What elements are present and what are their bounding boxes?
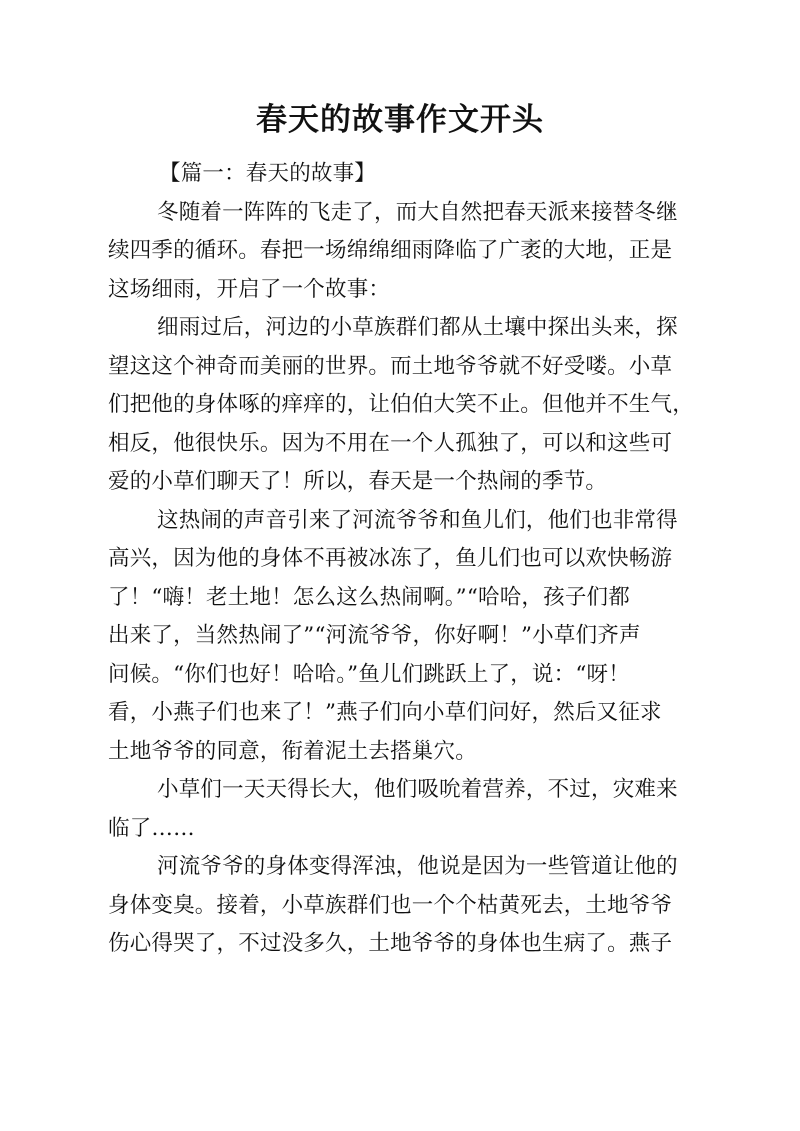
paragraph-line: 望这这个神奇而美丽的世界。而土地爷爷就不好受喽。小草 xyxy=(108,353,673,379)
section-heading: 【篇一：春天的故事】 xyxy=(159,161,377,186)
paragraph-line: 爱的小草们聊天了！所以，春天是一个热闹的季节。 xyxy=(108,469,608,494)
paragraph-line: 土地爷爷的同意，衔着泥土去搭巢穴。 xyxy=(108,738,477,764)
paragraph-line: 这热闹的声音引来了河流爷爷和鱼儿们，他们也非常得 xyxy=(157,507,678,533)
paragraph-line: 河流爷爷的身体变得浑浊，他说是因为一些管道让他的 xyxy=(157,854,678,879)
paragraph-line: 相反，他很快乐。因为不用在一个人孤独了，可以和这些可 xyxy=(108,430,673,456)
paragraph-line: 身体变臭。接着，小草族群们也一个个枯黄死去，土地爷爷 xyxy=(108,892,673,918)
paragraph-line: 细雨过后，河边的小草族群们都从土壤中探出头来，探 xyxy=(157,315,678,340)
paragraph-line: 续四季的循环。春把一场绵绵细雨降临了广袤的大地，正是 xyxy=(108,238,673,263)
paragraph-line: 看，小燕子们也来了！”燕子们向小草们问好，然后又征求 xyxy=(108,700,662,725)
paragraph-line: 们把他的身体啄的痒痒的，让伯伯大笑不止。但他并不生气， xyxy=(108,392,694,417)
paragraph-line: 问候。“你们也好！哈哈。”鱼儿们跳跃上了，说：“呀！ xyxy=(108,661,630,687)
paragraph-line: 这场细雨，开启了一个故事： xyxy=(108,276,391,302)
paragraph-line: 了！“嗨！老土地！怎么这么热闹啊。”“哈哈，孩子们都 xyxy=(108,584,630,610)
paragraph-line: 小草们一天天得长大，他们吸吮着营养，不过，灾难来 xyxy=(157,777,678,802)
paragraph-line: 冬随着一阵阵的飞走了，而大自然把春天派来接替冬继 xyxy=(157,199,678,225)
paragraph-line: 高兴，因为他的身体不再被冰冻了，鱼儿们也可以欢快畅游 xyxy=(108,546,673,571)
document-body xyxy=(108,155,694,964)
paragraph-line: 出来了，当然热闹了”“河流爷爷，你好啊！”小草们齐声 xyxy=(108,623,641,648)
document-title: 春天的故事作文开头 xyxy=(256,102,544,138)
paragraph-line: 伤心得哭了，不过没多久，土地爷爷的身体也生病了。燕子 xyxy=(108,931,673,956)
paragraph-line: 临了…… xyxy=(108,815,195,841)
